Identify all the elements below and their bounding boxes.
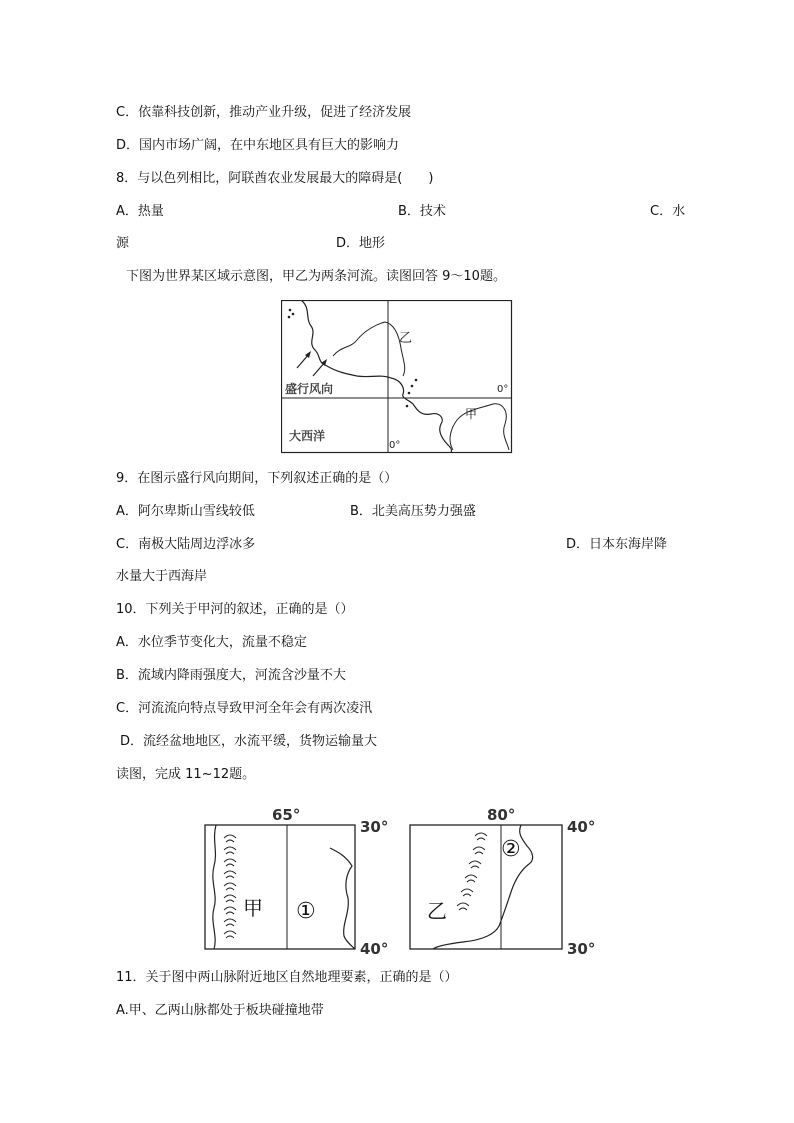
q8-option-c: C．水	[650, 204, 686, 219]
q10-option-a: A．水位季节变化大，流量不稳定	[116, 635, 307, 650]
q7-option-d: D．国内市场广阔，在中东地区具有巨大的影响力	[116, 138, 400, 153]
latitude-bottom-label: 40°	[360, 940, 389, 958]
mountain-yi-label: 乙	[427, 899, 447, 923]
q9-option-c: C．南极大陆周边浮冰多	[116, 537, 256, 552]
island-dot	[408, 392, 411, 395]
q10-option-c: C．河流流向特点导致甲河全年会有两次凌汛	[116, 701, 373, 716]
island-dot	[415, 379, 418, 382]
region-map-figure	[281, 300, 513, 454]
q9-option-b: B．北美高压势力强盛	[350, 504, 476, 519]
map-frame	[410, 825, 562, 949]
longitude-label: 65°	[272, 806, 301, 824]
atlantic-ocean-label: 大西洋	[289, 429, 326, 443]
latitude-bottom-label: 30°	[567, 940, 596, 958]
q8-option-d: D．地形	[336, 236, 386, 251]
latitude-top-label: 40°	[567, 818, 596, 836]
q11-option-a: A.甲、乙两山脉都处于板块碰撞地带	[116, 1003, 324, 1018]
q10-option-b: B．流域内降雨强度大，河流含沙量不大	[116, 668, 346, 683]
q10-stem: 10．下列关于甲河的叙述，正确的是（）	[116, 602, 354, 617]
q8-option-a: A．热量	[116, 204, 164, 219]
longitude-label: 80°	[487, 806, 516, 824]
equator-label: 0°	[497, 384, 509, 395]
q8-stem: 8．与以色列相比，阿联酋农业发展最大的障碍是( )	[116, 171, 434, 186]
marker-1: ①	[296, 899, 316, 924]
intro-11-12: 读图，完成 11~12题。	[116, 767, 256, 782]
q9-option-d-wrap: 水量大于西海岸	[116, 569, 208, 584]
island-dot	[411, 385, 414, 388]
meridian-label: 0°	[389, 440, 401, 451]
q11-stem: 11．关于图中两山脉附近地区自然地理要素，正确的是（）	[116, 970, 458, 985]
island-dot	[288, 316, 291, 319]
q9-option-a: A．阿尔卑斯山雪线较低	[116, 504, 255, 519]
intro-9-10: 下图为世界某区域示意图，甲乙为两条河流。读图回答 9～10题。	[126, 269, 506, 284]
river-yi-label: 乙	[399, 331, 413, 346]
q9-stem: 9．在图示盛行风向期间，下列叙述正确的是（）	[116, 471, 398, 486]
q10-option-d: D．流经盆地地区，水流平缓，货物运输量大	[120, 734, 378, 749]
island-dot	[292, 313, 295, 316]
q8-option-b: B．技术	[398, 204, 446, 219]
map-frame	[205, 825, 355, 949]
island-dot	[406, 405, 409, 408]
q8-option-c-wrap: 源	[116, 236, 130, 251]
island-dot	[289, 309, 292, 312]
river-jia-label: 甲	[465, 407, 478, 421]
marker-2: ②	[501, 837, 521, 862]
latitude-top-label: 30°	[360, 818, 389, 836]
q9-option-d: D．日本东海岸降	[566, 537, 668, 552]
mountain-jia-label: 甲	[243, 896, 263, 920]
mountain-jia-map	[196, 800, 396, 960]
prevailing-wind-label: 盛行风向	[285, 382, 334, 396]
mountain-yi-map	[403, 800, 603, 960]
q7-option-c: C．依靠科技创新，推动产业升级，促进了经济发展	[116, 105, 412, 120]
